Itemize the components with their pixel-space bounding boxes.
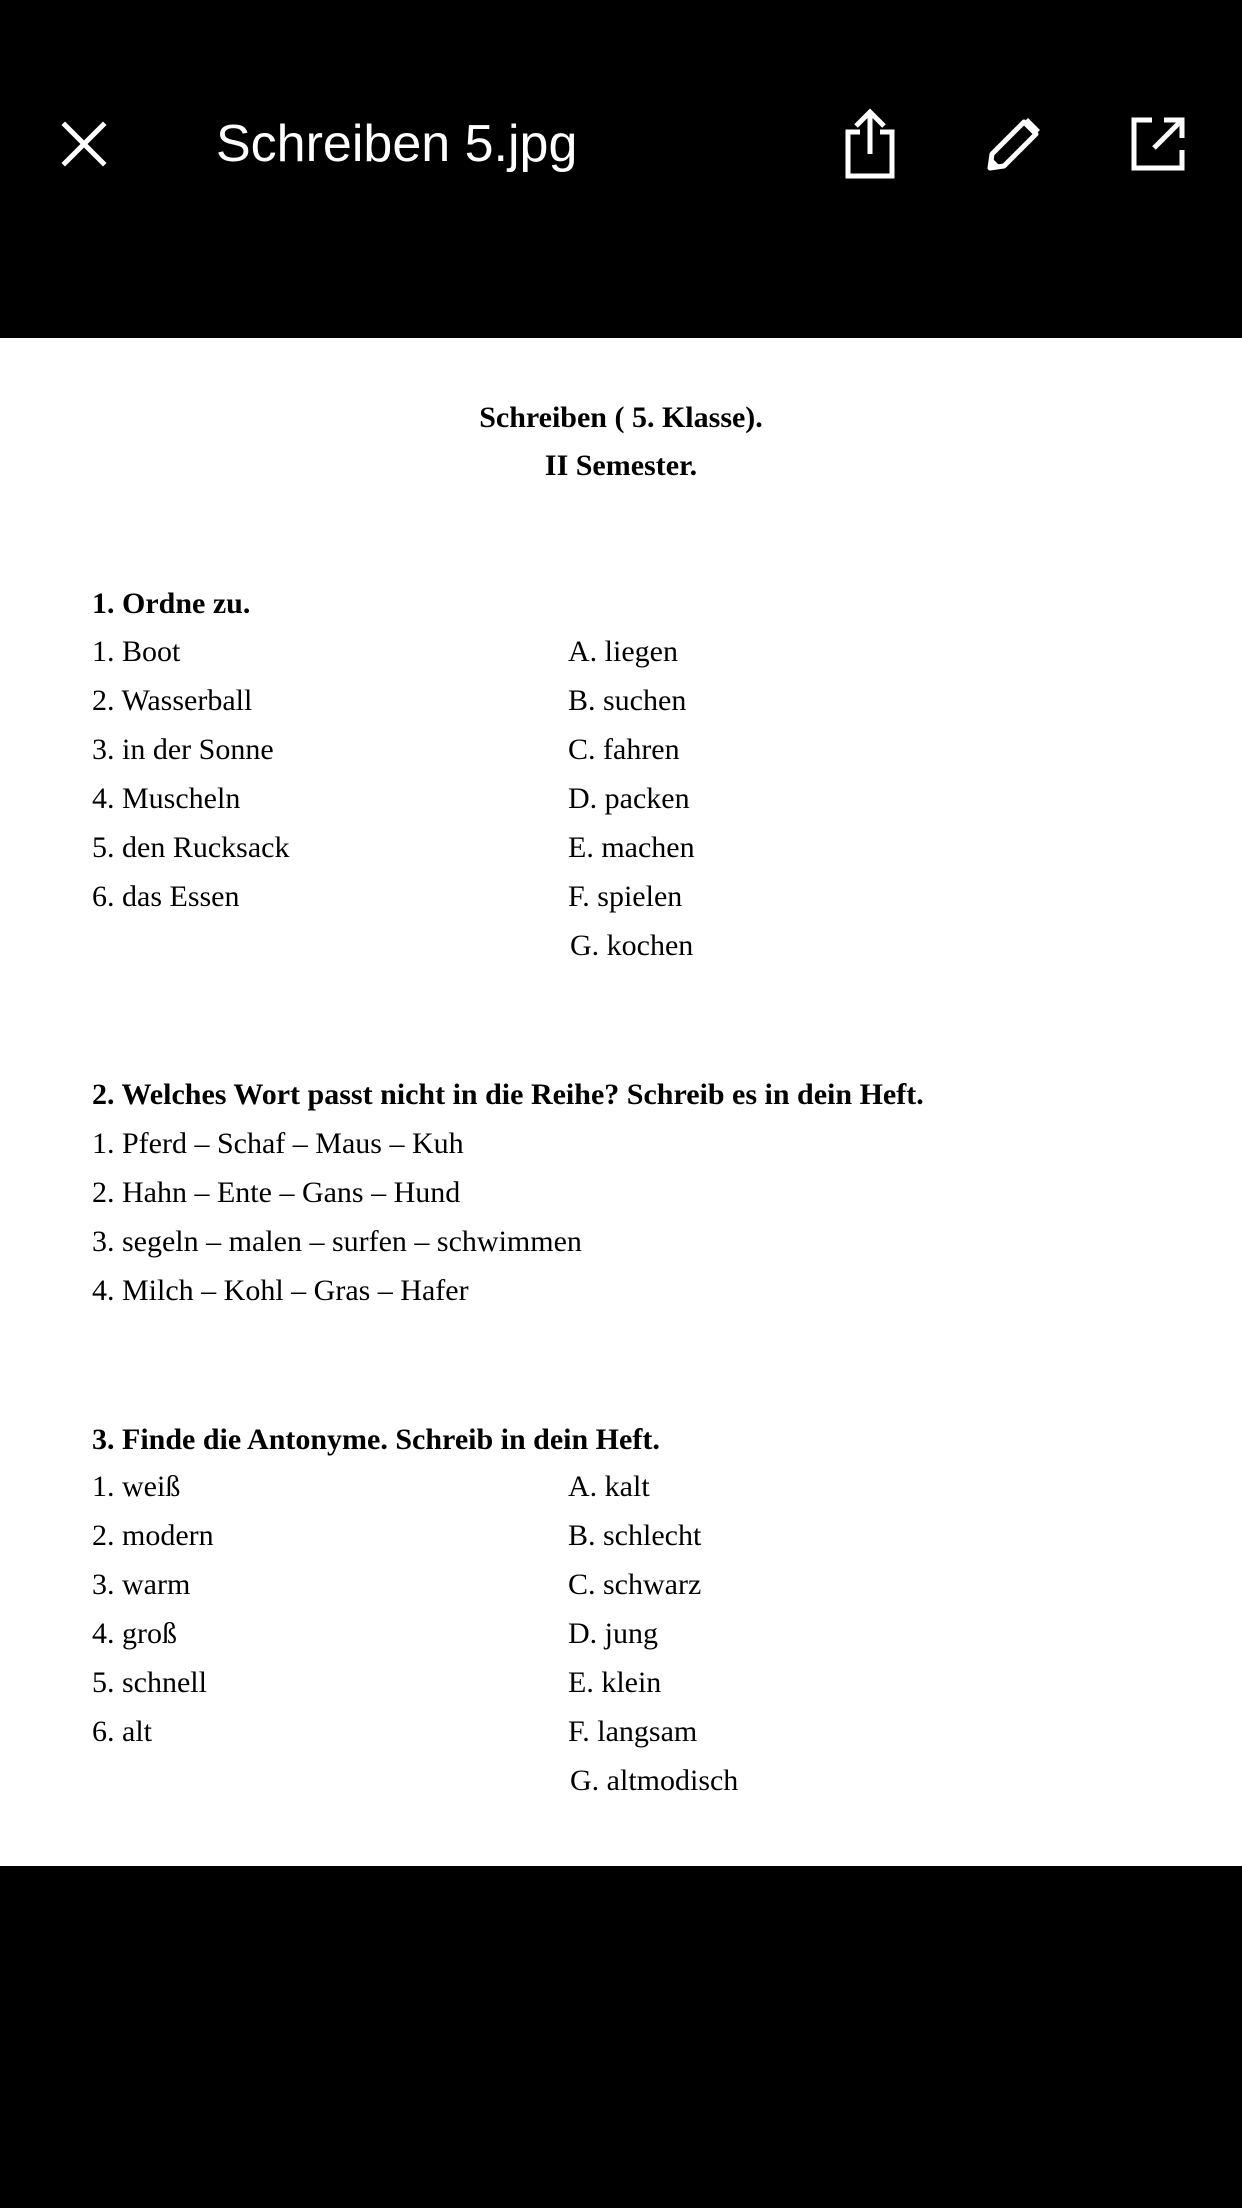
list-item: 1. weiß: [92, 1470, 181, 1503]
list-item: 2. Wasserball: [92, 684, 253, 717]
edit-button[interactable]: [966, 96, 1062, 192]
list-item: 3. segeln – malen – surfen – schwimmen: [92, 1225, 582, 1258]
list-item: C. schwarz: [568, 1568, 702, 1601]
list-item: 3. in der Sonne: [92, 733, 274, 766]
document-subtitle: II Semester.: [544, 449, 698, 482]
list-item: G. altmodisch: [570, 1764, 739, 1797]
list-item: A. kalt: [568, 1470, 650, 1503]
list-item: 5. den Rucksack: [92, 831, 290, 864]
list-item: 4. Milch – Kohl – Gras – Hafer: [92, 1274, 469, 1307]
list-item: D. packen: [568, 782, 690, 815]
list-item: 4. groß: [92, 1617, 177, 1650]
list-item: 6. alt: [92, 1715, 152, 1748]
list-item: 1. Boot: [92, 635, 181, 668]
document-image: [0, 338, 1242, 1866]
list-item: 5. schnell: [92, 1666, 207, 1699]
section2-heading: 2. Welches Wort passt nicht in die Reihe? Schreib es in dein Heft.: [92, 1078, 924, 1111]
open-external-button[interactable]: [1110, 96, 1206, 192]
list-item: E. machen: [568, 831, 695, 864]
list-item: 2. modern: [92, 1519, 214, 1552]
share-icon: [842, 108, 898, 180]
list-item: E. klein: [568, 1666, 662, 1699]
list-item: C. fahren: [568, 733, 680, 766]
list-item: 1. Pferd – Schaf – Maus – Kuh: [92, 1127, 464, 1160]
open-external-icon: [1128, 114, 1188, 174]
list-item: 3. warm: [92, 1568, 191, 1601]
bottom-area: [0, 1866, 1242, 2208]
list-item: G. kochen: [570, 929, 694, 962]
pencil-icon: [984, 114, 1044, 174]
app-bar: [0, 0, 1242, 338]
list-item: 6. das Essen: [92, 880, 240, 913]
file-title: Schreiben 5.jpg: [216, 115, 578, 173]
section3-heading: 3. Finde die Antonyme. Schreib in dein Heft.: [92, 1423, 660, 1456]
document-title: Schreiben ( 5. Klasse).: [479, 401, 763, 434]
section1-heading: 1. Ordne zu.: [92, 587, 251, 620]
close-icon: [60, 120, 108, 168]
list-item: D. jung: [568, 1617, 658, 1650]
close-button[interactable]: [36, 96, 132, 192]
list-item: 4. Muscheln: [92, 782, 241, 815]
list-item: B. suchen: [568, 684, 687, 717]
share-button[interactable]: [822, 96, 918, 192]
list-item: 2. Hahn – Ente – Gans – Hund: [92, 1176, 461, 1209]
list-item: A. liegen: [568, 635, 678, 668]
list-item: B. schlecht: [568, 1519, 702, 1552]
list-item: F. spielen: [568, 880, 683, 913]
list-item: F. langsam: [568, 1715, 698, 1748]
